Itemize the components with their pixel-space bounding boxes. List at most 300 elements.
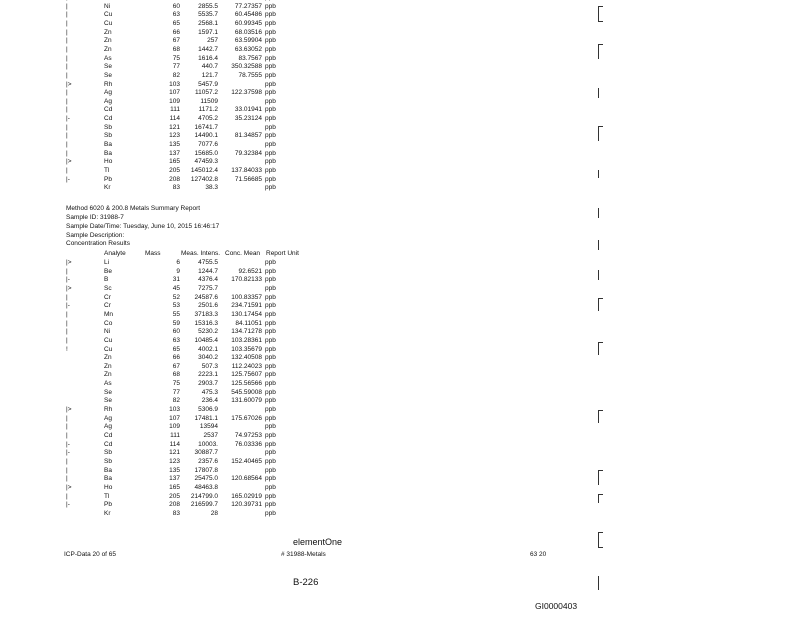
unit-cell: ppb bbox=[265, 80, 276, 88]
analyte-cell: Ag bbox=[104, 89, 112, 97]
row-flag: | bbox=[66, 28, 68, 36]
unit-cell: ppb bbox=[265, 71, 276, 79]
unit-cell: ppb bbox=[265, 123, 276, 131]
mass-cell: 135 bbox=[169, 466, 180, 474]
intensity-cell: 11057.2 bbox=[194, 89, 218, 97]
concentration-cell: 165.02919 bbox=[231, 492, 262, 500]
table-row bbox=[0, 433, 320, 441]
unit-cell: ppb bbox=[265, 449, 276, 457]
mass-cell: 165 bbox=[169, 158, 180, 166]
analyte-cell: Co bbox=[104, 319, 113, 327]
row-flag: ! bbox=[66, 345, 68, 353]
table-row bbox=[0, 381, 320, 389]
mass-cell: 137 bbox=[169, 149, 180, 157]
unit-cell: ppb bbox=[265, 414, 276, 422]
mass-cell: 103 bbox=[169, 406, 180, 414]
table-row bbox=[0, 485, 320, 493]
intensity-cell: 13594 bbox=[199, 423, 218, 431]
unit-cell: ppb bbox=[265, 19, 276, 27]
analyte-cell: Mn bbox=[104, 310, 114, 318]
concentration-cell: 125.75607 bbox=[231, 371, 262, 379]
row-flag: | bbox=[66, 37, 68, 45]
footer-sample-ref: # 31988-Metals bbox=[281, 551, 326, 558]
unit-cell: ppb bbox=[265, 45, 276, 53]
page-number: B-226 bbox=[293, 577, 319, 588]
intensity-cell bbox=[188, 0, 218, 2]
concentration-cell: 131.60079 bbox=[231, 397, 262, 405]
concentration-cell: 130.17454 bbox=[231, 310, 262, 318]
mass-cell: 67 bbox=[172, 37, 180, 45]
intensity-cell: 48463.8 bbox=[194, 483, 218, 491]
unit-cell: ppb bbox=[265, 457, 276, 465]
intensity-cell: 2568.1 bbox=[198, 19, 218, 27]
unit-cell bbox=[265, 0, 276, 2]
intensity-cell: 7077.6 bbox=[198, 141, 218, 149]
mass-cell: 82 bbox=[172, 397, 180, 405]
unit-cell: ppb bbox=[265, 141, 276, 149]
intensity-cell: 38.3 bbox=[205, 184, 218, 192]
concentration-cell: 78.7555 bbox=[238, 71, 262, 79]
mass-cell: 77 bbox=[172, 63, 180, 71]
analyte-cell: Cu bbox=[104, 11, 113, 19]
row-flag: | bbox=[66, 328, 68, 336]
analyte-cell: Cd bbox=[104, 115, 113, 123]
margin-mark bbox=[598, 208, 603, 218]
unit-cell: ppb bbox=[265, 406, 276, 414]
concentration-cell: 175.67026 bbox=[231, 414, 262, 422]
concentration-results-heading: Concentration Results bbox=[66, 240, 130, 247]
table-row bbox=[0, 355, 320, 363]
analyte-cell: Li bbox=[104, 259, 110, 266]
analyte-cell: Ag bbox=[104, 97, 112, 105]
row-flag: |- bbox=[66, 302, 70, 310]
row-flag: | bbox=[66, 19, 68, 27]
analyte-cell: Rh bbox=[104, 406, 113, 414]
mass-cell: 82 bbox=[172, 71, 180, 79]
concentration-cell: 76.03336 bbox=[234, 440, 262, 448]
mass-cell: 109 bbox=[169, 97, 180, 105]
concentration-cell: 350.32588 bbox=[231, 63, 262, 71]
row-flag: | bbox=[66, 167, 68, 174]
concentration-cell: 60.99345 bbox=[234, 19, 262, 27]
table-row bbox=[0, 142, 320, 150]
analyte-cell: Se bbox=[104, 397, 112, 405]
row-flag: |> bbox=[66, 284, 72, 292]
intensity-cell: 17481.1 bbox=[194, 414, 218, 422]
row-flag: | bbox=[66, 475, 68, 483]
unit-cell: ppb bbox=[265, 267, 276, 275]
mass-cell: 60 bbox=[172, 328, 180, 336]
unit-cell: ppb bbox=[265, 345, 276, 353]
intensity-cell: 127402.8 bbox=[190, 175, 218, 183]
unit-cell: ppb bbox=[265, 319, 276, 327]
intensity-cell: 5230.2 bbox=[198, 328, 218, 336]
unit-cell: ppb bbox=[265, 492, 276, 500]
intensity-cell: 1616.4 bbox=[198, 54, 218, 62]
table-row bbox=[0, 511, 320, 519]
row-flag: |- bbox=[66, 449, 70, 457]
mass-cell: 68 bbox=[172, 371, 180, 379]
unit-cell: ppb bbox=[265, 483, 276, 491]
row-flag: |> bbox=[66, 259, 72, 266]
analyte-cell: Cd bbox=[104, 440, 113, 448]
mass-cell: 111 bbox=[170, 432, 180, 439]
analyte-cell: Rh bbox=[104, 80, 113, 88]
row-flag: |- bbox=[66, 115, 70, 123]
intensity-cell: 2903.7 bbox=[198, 380, 218, 388]
table-row bbox=[0, 47, 320, 55]
mass-cell: 66 bbox=[172, 354, 180, 362]
mass-cell bbox=[168, 0, 180, 2]
row-flag: | bbox=[66, 414, 68, 422]
analyte-cell: Ag bbox=[104, 414, 112, 422]
mass-cell: 60 bbox=[172, 2, 180, 10]
intensity-cell: 28 bbox=[210, 509, 218, 517]
concentration-cell: 170.82133 bbox=[231, 276, 262, 284]
intensity-cell: 2501.6 bbox=[198, 302, 218, 310]
row-flag: | bbox=[66, 492, 68, 500]
row-flag: | bbox=[66, 54, 68, 62]
mass-cell: 9 bbox=[176, 267, 180, 275]
unit-cell: ppb bbox=[265, 106, 276, 114]
table-row bbox=[0, 312, 320, 320]
row-flag: | bbox=[66, 267, 68, 275]
mass-cell: 103 bbox=[169, 80, 180, 88]
table-row bbox=[0, 407, 320, 415]
intensity-cell: 3040.2 bbox=[198, 354, 218, 362]
mass-cell: 68 bbox=[172, 45, 180, 53]
concentration-cell: 132.40508 bbox=[231, 354, 262, 362]
mass-cell: 66 bbox=[172, 28, 180, 36]
intensity-cell: 5457.9 bbox=[198, 80, 218, 88]
analyte-cell: Ba bbox=[104, 141, 112, 149]
intensity-cell: 5306.9 bbox=[198, 406, 218, 414]
concentration-cell: 68.03516 bbox=[234, 28, 262, 36]
unit-cell: ppb bbox=[265, 310, 276, 318]
analyte-cell: Cu bbox=[104, 336, 113, 344]
analyte-cell: Ho bbox=[104, 158, 113, 166]
analyte-cell: Pb bbox=[104, 501, 112, 509]
unit-cell: ppb bbox=[265, 371, 276, 379]
unit-cell: ppb bbox=[265, 388, 276, 396]
intensity-cell: 5535.7 bbox=[198, 11, 218, 19]
analyte-cell: Cu bbox=[104, 345, 113, 353]
analyte-cell: Cr bbox=[104, 293, 111, 301]
row-flag: | bbox=[66, 310, 68, 318]
row-flag: | bbox=[66, 293, 68, 301]
unit-cell: ppb bbox=[265, 276, 276, 284]
concentration-cell: 33.01941 bbox=[234, 106, 262, 114]
unit-cell: ppb bbox=[265, 259, 276, 266]
concentration-cell: 71.56685 bbox=[234, 175, 262, 183]
mass-cell: 45 bbox=[172, 284, 180, 292]
margin-mark bbox=[598, 6, 603, 22]
table-row bbox=[0, 459, 320, 467]
intensity-cell: 216599.7 bbox=[190, 501, 218, 509]
unit-cell: ppb bbox=[265, 397, 276, 405]
intensity-cell: 2537 bbox=[203, 432, 218, 439]
intensity-cell: 4755.5 bbox=[198, 259, 218, 266]
unit-cell: ppb bbox=[265, 28, 276, 36]
row-flag: | bbox=[66, 466, 68, 474]
sample-id: Sample ID: 31988-7 bbox=[66, 214, 124, 221]
mass-cell: 111 bbox=[170, 106, 180, 114]
intensity-cell: 475.3 bbox=[201, 388, 218, 396]
mass-cell: 121 bbox=[169, 449, 180, 457]
intensity-cell: 1244.7 bbox=[198, 267, 218, 275]
intensity-cell: 214799.0 bbox=[190, 492, 218, 500]
row-flag: | bbox=[66, 11, 68, 19]
margin-mark bbox=[598, 298, 603, 311]
row-flag bbox=[66, 0, 68, 2]
table-row bbox=[0, 168, 320, 176]
unit-cell: ppb bbox=[265, 423, 276, 431]
intensity-cell: 507.3 bbox=[201, 362, 218, 370]
table-row bbox=[0, 502, 320, 510]
table-row bbox=[0, 21, 320, 29]
unit-cell: ppb bbox=[265, 149, 276, 157]
mass-cell: 53 bbox=[172, 302, 180, 310]
intensity-cell: 257 bbox=[207, 37, 218, 45]
mass-cell: 63 bbox=[172, 11, 180, 19]
analyte-cell: Kr bbox=[104, 509, 111, 517]
mass-cell: 165 bbox=[169, 483, 180, 491]
row-flag: | bbox=[66, 336, 68, 344]
analyte-cell: Zn bbox=[104, 354, 112, 362]
concentration-cell: 79.32384 bbox=[234, 149, 262, 157]
concentration-cell: 103.28361 bbox=[231, 336, 262, 344]
footer-right-number: 63 20 bbox=[530, 551, 547, 558]
row-flag: |> bbox=[66, 80, 72, 88]
unit-cell: ppb bbox=[265, 440, 276, 448]
table-row bbox=[0, 64, 320, 72]
analyte-cell: Cd bbox=[104, 106, 113, 114]
unit-cell: ppb bbox=[265, 63, 276, 71]
intensity-cell: 24587.6 bbox=[194, 293, 218, 301]
unit-cell: ppb bbox=[265, 466, 276, 474]
intensity-cell: 7275.7 bbox=[198, 284, 218, 292]
unit-cell: ppb bbox=[265, 175, 276, 183]
table-row bbox=[0, 90, 320, 98]
concentration-cell: 92.6521 bbox=[238, 267, 262, 275]
row-flag: | bbox=[66, 319, 68, 327]
analyte-cell: Ba bbox=[104, 466, 112, 474]
footer-page-count: ICP-Data 20 of 65 bbox=[64, 551, 117, 558]
row-flag: | bbox=[66, 97, 68, 105]
unit-cell: ppb bbox=[265, 432, 276, 439]
mass-cell: 65 bbox=[172, 345, 180, 353]
table-row bbox=[0, 260, 320, 268]
mass-cell: 109 bbox=[169, 423, 180, 431]
mass-cell: 205 bbox=[169, 167, 180, 174]
row-flag: |- bbox=[66, 175, 70, 183]
sample-datetime: Sample Date/Time: Tuesday, June 10, 2015 16:46:17 bbox=[66, 223, 220, 230]
analyte-cell: Ba bbox=[104, 475, 112, 483]
intensity-cell: 47459.3 bbox=[194, 158, 218, 166]
mass-cell: 63 bbox=[172, 336, 180, 344]
margin-mark bbox=[598, 494, 603, 503]
row-flag: | bbox=[66, 132, 68, 140]
mass-cell: 83 bbox=[172, 509, 180, 517]
analyte-cell: Kr bbox=[104, 184, 111, 192]
mass-cell: 114 bbox=[169, 440, 180, 448]
row-flag: | bbox=[66, 123, 68, 131]
analyte-cell: Zn bbox=[104, 371, 112, 379]
margin-mark bbox=[598, 44, 603, 59]
intensity-cell: 145012.4 bbox=[190, 167, 218, 174]
analyte-cell: Zn bbox=[104, 362, 112, 370]
concentration-cell: 152.40465 bbox=[231, 457, 262, 465]
mass-cell: 65 bbox=[172, 19, 180, 27]
row-flag: | bbox=[66, 106, 68, 114]
analyte-cell: Zn bbox=[104, 28, 112, 36]
row-flag: | bbox=[66, 423, 68, 431]
row-flag: | bbox=[66, 2, 68, 10]
analyte-cell: Ni bbox=[104, 328, 111, 336]
margin-mark bbox=[598, 270, 603, 280]
mass-cell: 31 bbox=[172, 276, 180, 284]
unit-cell: ppb bbox=[265, 97, 276, 105]
concentration-cell: 60.45486 bbox=[234, 11, 262, 19]
intensity-cell: 4705.2 bbox=[198, 115, 218, 123]
unit-cell: ppb bbox=[265, 302, 276, 310]
mass-cell: 55 bbox=[172, 310, 180, 318]
mass-cell: 59 bbox=[172, 319, 180, 327]
row-flag: |> bbox=[66, 406, 72, 414]
concentration-cell: 120.68564 bbox=[231, 475, 262, 483]
intensity-cell: 37183.3 bbox=[194, 310, 218, 318]
mass-cell: 208 bbox=[169, 175, 180, 183]
analyte-cell: Sb bbox=[104, 123, 112, 131]
concentration-cell: 35.23124 bbox=[234, 115, 262, 123]
mass-cell: 6 bbox=[176, 259, 180, 266]
margin-mark bbox=[598, 532, 603, 548]
analyte-cell: Se bbox=[104, 388, 112, 396]
analyte-cell: Pb bbox=[104, 175, 112, 183]
unit-cell: ppb bbox=[265, 184, 276, 192]
analyte-cell: Ag bbox=[104, 423, 112, 431]
concentration-cell: 137.84033 bbox=[231, 167, 262, 174]
concentration-cell: 125.56566 bbox=[231, 380, 262, 388]
analyte-cell: Ni bbox=[104, 2, 111, 10]
mass-cell: 77 bbox=[172, 388, 180, 396]
intensity-cell: 440.7 bbox=[201, 63, 218, 71]
intensity-cell: 30887.7 bbox=[194, 449, 218, 457]
table-row bbox=[0, 338, 320, 346]
unit-cell: ppb bbox=[265, 89, 276, 97]
row-flag: |- bbox=[66, 501, 70, 509]
concentration-cell: 120.39731 bbox=[231, 501, 262, 509]
concentration-cell: 100.83357 bbox=[231, 293, 262, 301]
report-title: Method 6020 & 200.8 Metals Summary Report bbox=[66, 205, 201, 212]
concentration-cell: 545.59008 bbox=[231, 388, 262, 396]
unit-cell: ppb bbox=[265, 336, 276, 344]
mass-cell: 208 bbox=[169, 501, 180, 509]
intensity-cell: 16741.7 bbox=[194, 123, 218, 131]
concentration-cell: 74.97253 bbox=[234, 432, 262, 439]
concentration-cell: 103.35679 bbox=[231, 345, 262, 353]
intensity-cell: 25475.0 bbox=[194, 475, 218, 483]
concentration-cell bbox=[222, 0, 262, 2]
mass-cell: 123 bbox=[169, 457, 180, 465]
analyte-cell: Zn bbox=[104, 45, 112, 53]
analyte-cell: Cu bbox=[104, 19, 113, 27]
column-header-row bbox=[0, 251, 320, 259]
intensity-cell: 2357.6 bbox=[198, 457, 218, 465]
intensity-cell: 236.4 bbox=[201, 397, 218, 405]
margin-mark bbox=[598, 126, 603, 141]
intensity-cell: 17807.8 bbox=[194, 466, 218, 474]
mass-cell: 67 bbox=[172, 362, 180, 370]
row-flag: |- bbox=[66, 440, 70, 448]
analyte-cell: As bbox=[104, 380, 112, 388]
intensity-cell: 1442.7 bbox=[198, 45, 218, 53]
intensity-cell: 4376.4 bbox=[198, 276, 218, 284]
intensity-cell: 1171.2 bbox=[198, 106, 218, 114]
margin-mark bbox=[598, 410, 603, 423]
row-flag: | bbox=[66, 89, 68, 97]
unit-cell: ppb bbox=[265, 115, 276, 123]
analyte-cell: Sc bbox=[104, 284, 112, 292]
unit-cell: ppb bbox=[265, 509, 276, 517]
intensity-cell: 4002.1 bbox=[198, 345, 218, 353]
col-conc-mean: Conc. Mean bbox=[225, 250, 261, 257]
unit-cell: ppb bbox=[265, 293, 276, 301]
intensity-cell: 15316.3 bbox=[194, 319, 218, 327]
analyte-cell: Cd bbox=[104, 432, 113, 439]
analyte-cell: Se bbox=[104, 63, 112, 71]
concentration-cell: 63.59904 bbox=[234, 37, 262, 45]
analyte-cell: Tl bbox=[104, 492, 110, 500]
mass-cell: 52 bbox=[172, 293, 180, 301]
intensity-cell: 11509 bbox=[200, 97, 218, 105]
margin-mark bbox=[598, 470, 603, 485]
analyte-cell: As bbox=[104, 54, 112, 62]
analyte-cell: Ho bbox=[104, 483, 113, 491]
mass-cell: 137 bbox=[169, 475, 180, 483]
unit-cell: ppb bbox=[265, 354, 276, 362]
table-row bbox=[0, 116, 320, 124]
analyte-cell: Cr bbox=[104, 302, 111, 310]
col-meas-intens: Meas. Intens. bbox=[181, 250, 221, 257]
mass-cell: 83 bbox=[172, 184, 180, 192]
unit-cell: ppb bbox=[265, 2, 276, 10]
unit-cell: ppb bbox=[265, 167, 276, 174]
concentration-cell: 77.27357 bbox=[234, 2, 262, 10]
row-flag: | bbox=[66, 457, 68, 465]
mass-cell: 114 bbox=[169, 115, 180, 123]
row-flag: | bbox=[66, 71, 68, 79]
concentration-cell: 84.11051 bbox=[235, 319, 262, 327]
analyte-cell: Ba bbox=[104, 149, 112, 157]
mass-cell: 123 bbox=[169, 132, 180, 140]
intensity-cell: 15685.0 bbox=[194, 149, 218, 157]
intensity-cell: 14490.1 bbox=[194, 132, 218, 140]
unit-cell: ppb bbox=[265, 37, 276, 45]
unit-cell: ppb bbox=[265, 475, 276, 483]
margin-mark bbox=[598, 240, 603, 250]
row-flag: | bbox=[66, 141, 68, 149]
row-flag: |> bbox=[66, 158, 72, 166]
analyte-cell: Tl bbox=[104, 167, 110, 174]
sample-description: Sample Description: bbox=[66, 232, 125, 239]
unit-cell: ppb bbox=[265, 501, 276, 509]
table-row bbox=[0, 73, 320, 81]
unit-cell: ppb bbox=[265, 284, 276, 292]
concentration-cell: 81.34857 bbox=[234, 132, 262, 140]
analyte-cell: Sb bbox=[104, 449, 112, 457]
unit-cell: ppb bbox=[265, 380, 276, 388]
